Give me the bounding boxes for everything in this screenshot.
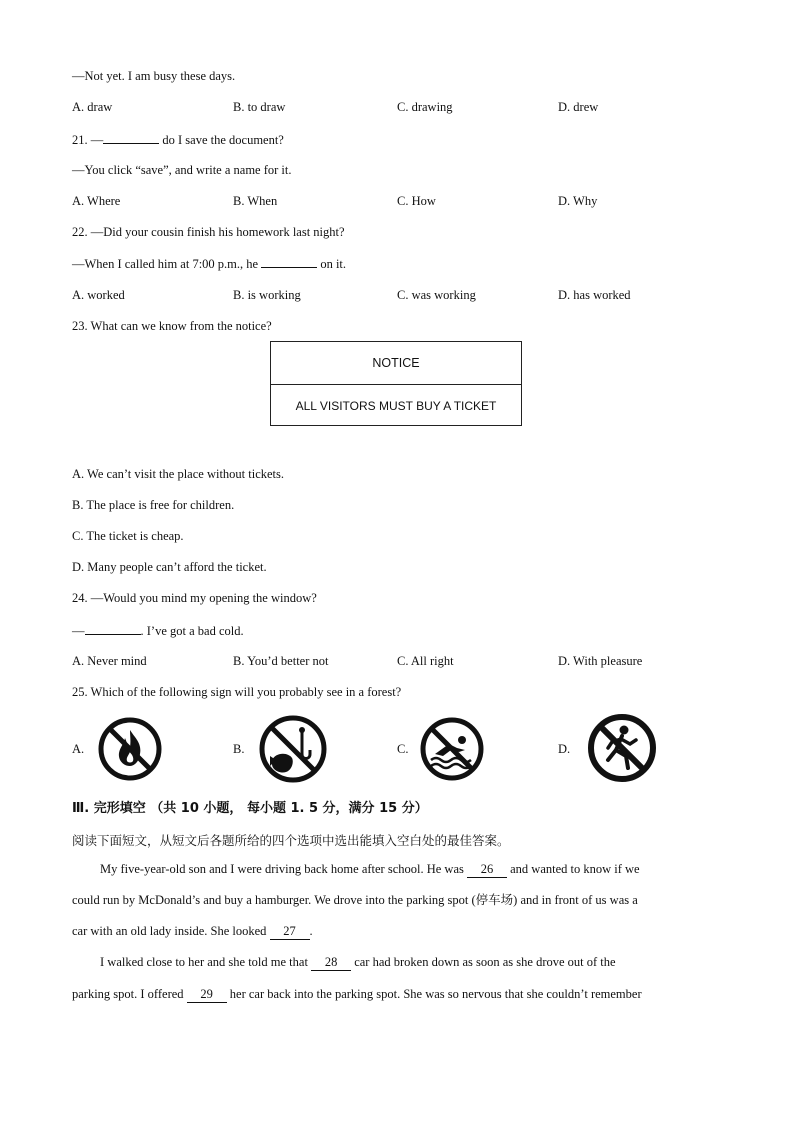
- q22-option-b: B. is working: [233, 288, 301, 302]
- notice-box: [270, 341, 522, 426]
- q24-option-b: B. You’d better not: [233, 654, 329, 668]
- no-fishing-icon: [258, 714, 328, 784]
- no-fire-icon: [97, 716, 163, 782]
- q22-option-a: A. worked: [72, 288, 125, 302]
- q22-reply: —When I called him at 7:00 p.m., he on it.: [72, 257, 347, 271]
- q23-option-c: C. The ticket is cheap.: [72, 529, 184, 543]
- q21-option-b: B. When: [233, 194, 278, 208]
- q25-prompt: 25. Which of the following sign will you probably see in a forest?: [72, 685, 402, 699]
- q23-option-b: B. The place is free for children.: [72, 498, 235, 512]
- q21-reply: —You click “save”, and write a name for it.: [72, 163, 292, 177]
- passage-line-2: could run by McDonald’s and buy a hamburger. We drove into the parking spot (停车场) and in front of us was a: [72, 893, 638, 907]
- q22-option-c: C. was working: [397, 288, 476, 302]
- section-instruction: 阅读下面短文，从短文后各题所给的四个选项中选出能填入空白处的最佳答案。: [72, 833, 510, 848]
- q24-option-c: C. All right: [397, 654, 454, 668]
- q24-prompt: 24. —Would you mind my opening the window?: [72, 591, 317, 605]
- passage-line-1: My five-year-old son and I were driving back home after school. He was 26 and wanted to know if we: [100, 862, 640, 876]
- blank-28: 28: [311, 954, 351, 971]
- q21-option-d: D. Why: [558, 194, 598, 208]
- section-title: Ⅲ. 完形填空 （共 10 小题， 每小题 1. 5 分，满分 15 分）: [72, 801, 428, 816]
- q23-option-d: D. Many people can’t afford the ticket.: [72, 560, 267, 574]
- q22-option-d: D. has worked: [558, 288, 631, 302]
- passage-line-5: parking spot. I offered 29 her car back into the parking spot. She was so nervous that she couldn’t remember: [72, 987, 642, 1001]
- q25-option-c-letter: C.: [397, 742, 409, 756]
- q20-reply: —Not yet. I am busy these days.: [72, 69, 236, 83]
- answer-blank: [103, 131, 159, 144]
- q23-option-a: A. We can’t visit the place without tickets.: [72, 467, 285, 481]
- q24-option-d: D. With pleasure: [558, 654, 643, 668]
- q24-reply: — . I’ve got a bad cold.: [72, 624, 244, 638]
- no-running-icon: [586, 712, 658, 784]
- no-swimming-icon: [419, 716, 485, 782]
- passage-line-4: I walked close to her and she told me that 28 car had broken down as soon as she drove out of the: [100, 955, 616, 969]
- blank-29: 29: [187, 986, 227, 1003]
- q23-prompt: 23. What can we know from the notice?: [72, 319, 272, 333]
- q21-option-c: C. How: [397, 194, 436, 208]
- q21-option-a: A. Where: [72, 194, 121, 208]
- q25-option-b-letter: B.: [233, 742, 245, 756]
- q25-option-d-letter: D.: [558, 742, 571, 756]
- q20-option-b: B. to draw: [233, 100, 286, 114]
- q20-option-d: D. drew: [558, 100, 599, 114]
- notice-title: NOTICE: [271, 342, 521, 385]
- blank-27: 27: [270, 923, 310, 940]
- q24-option-a: A. Never mind: [72, 654, 147, 668]
- blank-26: 26: [467, 861, 507, 878]
- answer-blank: [261, 255, 317, 268]
- q25-option-a-letter: A.: [72, 742, 85, 756]
- q20-option-a: A. draw: [72, 100, 113, 114]
- q22-prompt: 22. —Did your cousin finish his homework last night?: [72, 225, 345, 239]
- notice-body: ALL VISITORS MUST BUY A TICKET: [295, 399, 497, 413]
- passage-line-3: car with an old lady inside. She looked 27 .: [72, 924, 313, 938]
- q21-prompt: 21. — do I save the document?: [72, 133, 284, 147]
- q20-option-c: C. drawing: [397, 100, 453, 114]
- answer-blank: [85, 622, 141, 635]
